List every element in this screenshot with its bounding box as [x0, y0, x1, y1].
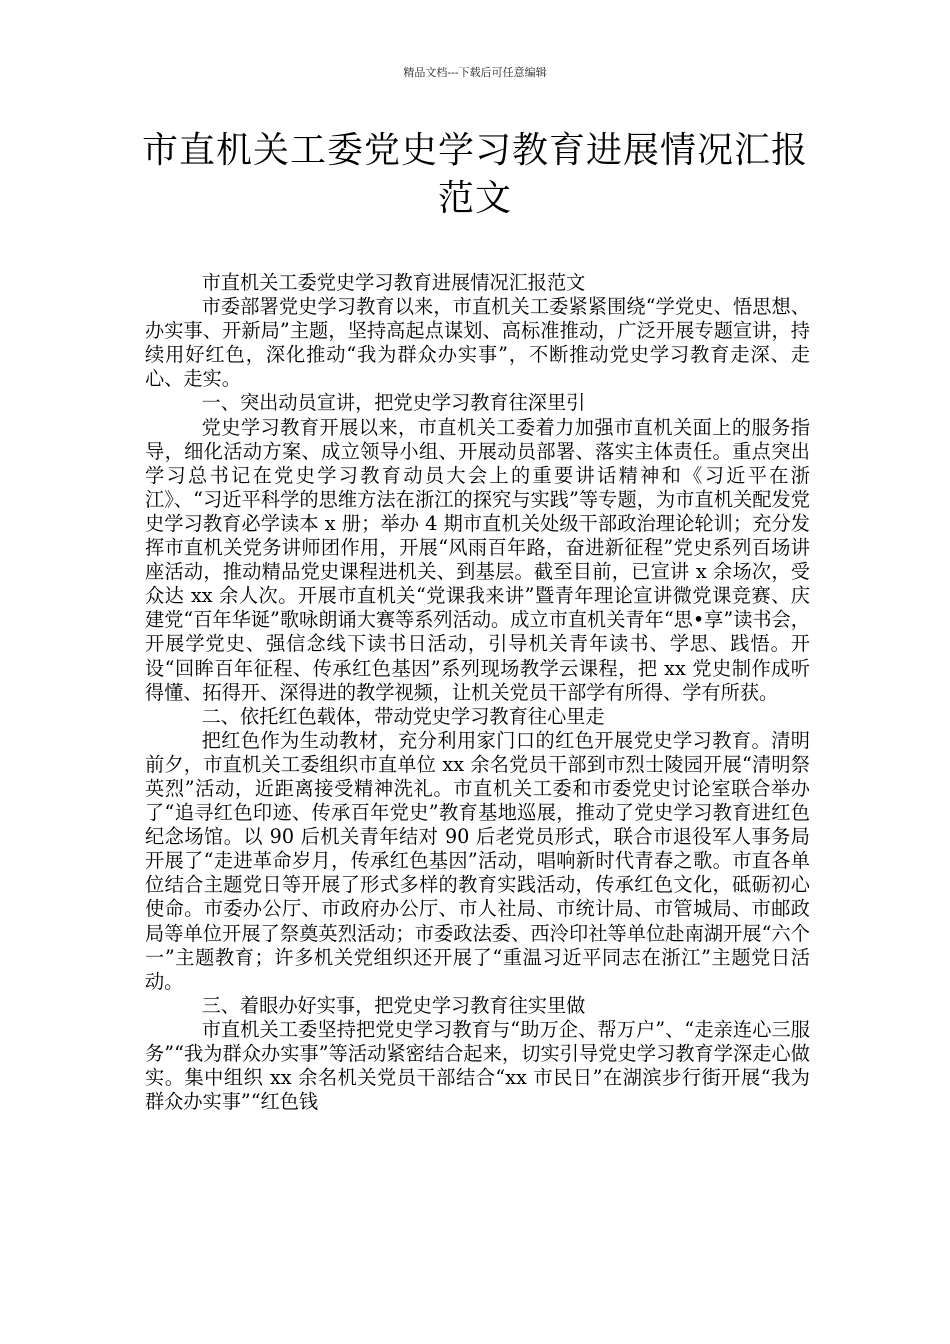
title-line-2: 范文 [437, 178, 512, 219]
paragraph-section-1: 党史学习教育开展以来，市直机关工委着力加强市直机关面上的服务指导，细化活动方案、成立领导小组、开展动员部署、落实主体责任。重点突出学习总书记在党史学习教育动员大会上的重要讲话精神和《习近平在浙江》、“习近平科学的思维方法在浙江的探究与实践”等专题，为市直机关配发党史学习教育必学读本 x 册；举办 4 期市直机关处级干部政治理论轮训；充分发挥市直机关党务讲师团作用，开展“风雨百年路，奋进新征程”党史系列百场讲座活动，推动精品党史课程进机关、到基层。截至目前，已宣讲 x 余场次，受众达 xx 余人次。开展市直机关“党课我来讲”暨青年理论宣讲微党课竞赛、庆建党“百年华诞”歌咏朗诵大赛等系列活动。成立市直机关青年“思•享”读书会，开展学党史、强信念线下读书日活动，引导机关青年读书、学思、践悟。开设“回眸百年征程、传承红色基因”系列现场教学云课程，把 xx 党史制作成听得懂、拓得开、深得进的教学视频，让机关党员干部学有所得、学有所获。 [145, 415, 810, 704]
paragraph-section-2: 把红色作为生动教材，充分利用家门口的红色开展党史学习教育。清明前夕，市直机关工委组织市直单位 xx 余名党员干部到市烈士陵园开展“清明祭英烈”活动，近距离接受精神洗礼。市直机关工委和市委党史讨论室联合举办了“追寻红色印迹、传承百年党史”教育基地巡展，推动了党史学习教育进红色纪念场馆。以 90 后机关青年结对 90 后老党员形式，联合市退役军人事务局开展了“走进革命岁月，传承红色基因”活动，唱响新时代青春之歌。市直各单位结合主题党日等开展了形式多样的教育实践活动，传承红色文化，砥砺初心使命。市委办公厅、市政府办公厅、市人社局、市统计局、市管城局、市邮政局等单位开展了祭奠英烈活动；市委政法委、西泠印社等单位赴南湖开展“六个一”主题教育；许多机关党组织还开展了“重温习近平同志在浙江”主题党日活动。 [145, 728, 810, 993]
section-heading-2: 二、依托红色载体，带动党史学习教育往心里走 [201, 704, 605, 728]
header-note: 精品文档---下载后可任意编辑 [403, 66, 547, 79]
document-title [140, 127, 810, 223]
paragraph-subtitle: 市直机关工委党史学习教育进展情况汇报范文 [201, 271, 586, 294]
paragraph-section-3: 市直机关工委坚持把党史学习教育与“助万企、帮万户”、“走亲连心三服务”“我为群众办实事”等活动紧密结合起来，切实引导党史学习教育学深走心做实。集中组织 xx 余名机关党员干部结合“xx 市民日”在湖滨步行街开展“我为群众办实事”“红色钱 [145, 1017, 810, 1114]
section-heading-3: 三、着眼办好实事，把党史学习教育往实里做 [201, 993, 586, 1017]
paragraph-intro: 市委部署党史学习教育以来，市直机关工委紧紧围绕“学党史、悟思想、办实事、开新局”主题，坚持高起点谋划、高标准推动，广泛开展专题宣讲，持续用好红色，深化推动“我为群众办实事”，不断推动党史学习教育走深、走心、走实。 [145, 295, 810, 391]
title-line-1: 市直机关工委党史学习教育进展情况汇报 [141, 130, 808, 171]
document-body [145, 271, 810, 1114]
section-heading-1: 一、突出动员宣讲，把党史学习教育往深里引 [201, 391, 586, 415]
